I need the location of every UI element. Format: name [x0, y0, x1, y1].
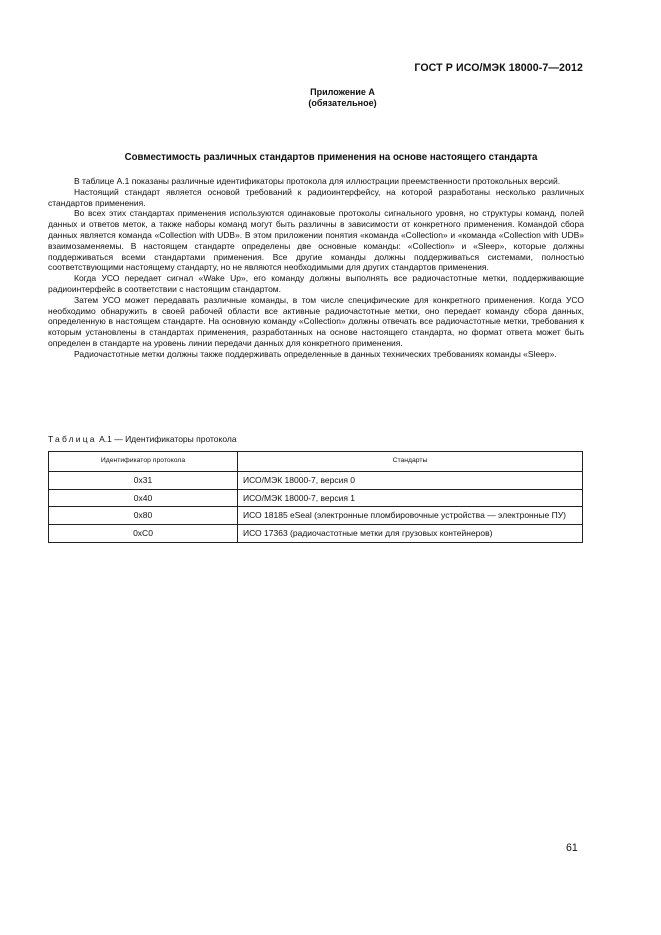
annex-heading — [0, 87, 661, 109]
paragraph: Во всех этих стандартах применения используются одинаковые протоколы сигнального уровня, но структуры команд, полей данных и ответов меток, а также наборы команд могут быть различны в зависимости от конкретного применения. Командой сбора данных является команда «Collection with UDB». В этом приложении понятия «команда «Collection» и «команда «Collection with UDB» взаимозаменяемы. В настоящем стандарте определены две основные команды: «Collection» и «Sleep», которые должны поддерживаться всеми стандартами применения. Все другие команды должны поддерживаться системами, полностью соответствующими настоящему стандарту, но не являются необходимыми для других стандартов применения. — [48, 208, 584, 273]
column-header-protocol-id: Идентификатор протокола — [49, 452, 238, 472]
table-row — [49, 507, 583, 525]
table-row — [49, 525, 583, 543]
protocol-table — [48, 451, 583, 543]
document-code: ГОСТ Р ИСО/МЭК 18000-7—2012 — [414, 62, 583, 74]
paragraph: Настоящий стандарт является основой требований к радиоинтерфейсу, на которой разработаны несколько различных стандартов применения. — [48, 186, 584, 208]
column-header-standards: Стандарты — [238, 452, 583, 472]
section-title: Совместимость различных стандартов применения на основе настоящего стандарта — [124, 152, 538, 163]
annex-subtitle: (обязательное) — [308, 98, 377, 108]
table-caption-prefix: Таблица — [48, 434, 97, 444]
table-header-row — [49, 452, 583, 472]
standard-cell: ИСО 17363 (радиочастотные метки для грузовых контейнеров) — [238, 525, 583, 543]
paragraph: Затем УСО может передавать различные команды, в том числе специфические для конкретного применения. Когда УСО необходимо обнаружить в своей рабочей области все активные радиочастотные метки, оно передает команду сбора данных, определенную в настоящем стандарте. На основную команду «Collection» должны отвечать все радиочастотные метки, требования к которым установлены в стандартах применения, разработанных на основе настоящего стандарта, но формат ответа может быть определен в стандарте на уровень линии передачи данных для конкретного применения. — [48, 294, 584, 348]
protocol-id-cell: 0xC0 — [49, 525, 238, 543]
paragraph: В таблице А.1 показаны различные идентификаторы протокола для иллюстрации преемственности протокольных версий. — [74, 176, 561, 186]
table-row — [49, 489, 583, 507]
table-row — [49, 471, 583, 489]
protocol-id-cell: 0x31 — [49, 471, 238, 489]
paragraph: Когда УСО передает сигнал «Wake Up», его команду должны выполнять все радиочастотные метки, поддерживающие радиоинтерфейс в соответствии с настоящим стандартом. — [48, 273, 584, 294]
protocol-id-cell: 0x40 — [49, 489, 238, 507]
table-caption — [48, 434, 237, 444]
annex-title: Приложение А — [310, 87, 375, 97]
paragraph: Радиочастотные метки должны также поддерживать определенные в данных технических требованиях команды «Sleep». — [74, 348, 557, 359]
standard-cell: ИСО 18185 eSeal (электронные пломбировочные устройства — электронные ПУ) — [238, 507, 583, 525]
body-text — [48, 176, 584, 360]
page-number: 61 — [566, 842, 578, 854]
table-caption-text: А.1 — Идентификаторы протокола — [96, 434, 237, 444]
standard-cell: ИСО/МЭК 18000-7, версия 1 — [238, 489, 583, 507]
protocol-id-cell: 0x80 — [49, 507, 238, 525]
standard-cell: ИСО/МЭК 18000-7, версия 0 — [238, 471, 583, 489]
